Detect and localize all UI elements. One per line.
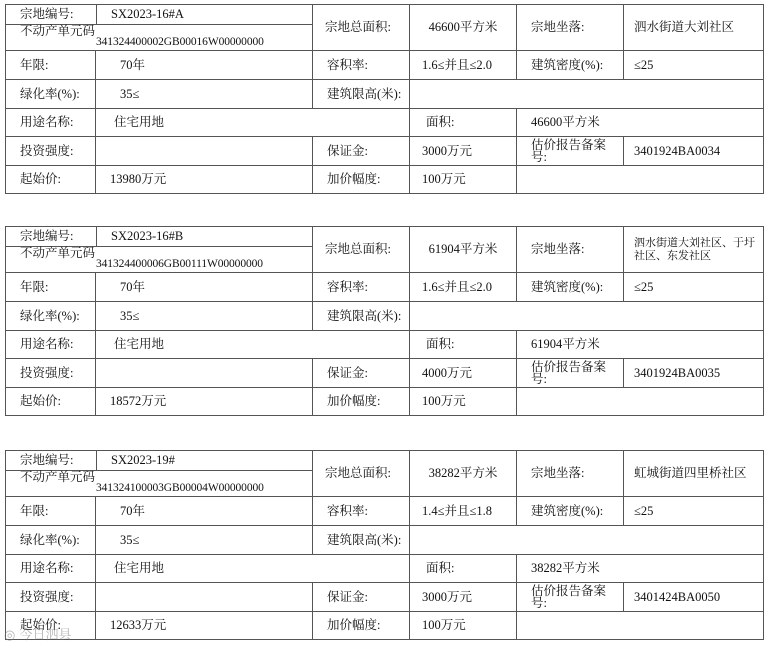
total-area-label: 宗地总面积: bbox=[313, 5, 410, 51]
parcel-no-value: SX2023-19# bbox=[111, 453, 175, 467]
term-value: 70年 bbox=[96, 497, 313, 526]
parcel-info-table bbox=[5, 226, 764, 416]
use-value: 住宅用地 bbox=[96, 109, 410, 137]
far-value: 1.6≤并且≤2.0 bbox=[410, 273, 517, 302]
use-label: 用途名称: bbox=[6, 555, 96, 583]
location-label: 宗地坐落: bbox=[517, 451, 624, 497]
deposit-label: 保证金: bbox=[313, 583, 410, 612]
density-value: ≤25 bbox=[624, 497, 764, 526]
far-value: 1.4≤并且≤1.8 bbox=[410, 497, 517, 526]
area-value: 38282平方米 bbox=[517, 555, 764, 583]
height-label: 建筑限高(米): bbox=[313, 80, 410, 109]
location-value: 泗水街道大刘社区、于圩社区、东发社区 bbox=[624, 227, 764, 273]
term-value: 70年 bbox=[96, 51, 313, 80]
total-area-value: 61904平方米 bbox=[410, 227, 517, 273]
invest-value bbox=[96, 583, 313, 612]
area-label: 面积: bbox=[410, 109, 517, 137]
use-value: 住宅用地 bbox=[96, 331, 410, 359]
location-value: 泗水街道大刘社区 bbox=[624, 5, 764, 51]
area-value: 46600平方米 bbox=[517, 109, 764, 137]
start-price-value: 18572万元 bbox=[96, 388, 313, 416]
deposit-value: 4000万元 bbox=[410, 359, 517, 388]
far-label: 容积率: bbox=[313, 273, 410, 302]
increment-label: 加价幅度: bbox=[313, 388, 410, 416]
green-value: 35≤ bbox=[96, 80, 313, 109]
start-price-value: 12633万元 bbox=[96, 612, 313, 640]
watermark: ◎ 今日泗县 bbox=[4, 628, 72, 643]
deposit-label: 保证金: bbox=[313, 359, 410, 388]
parcel-info-table bbox=[5, 4, 764, 194]
unit-no-label: 不动产单元码 bbox=[20, 470, 96, 484]
increment-value: 100万元 bbox=[410, 612, 517, 640]
total-area-value: 46600平方米 bbox=[410, 5, 517, 51]
parcel-table-3 bbox=[5, 450, 763, 640]
area-label: 面积: bbox=[410, 331, 517, 359]
term-value: 70年 bbox=[96, 273, 313, 302]
report-label: 估价报告备案号: bbox=[517, 359, 624, 388]
height-value bbox=[410, 80, 764, 109]
far-value: 1.6≤并且≤2.0 bbox=[410, 51, 517, 80]
density-value: ≤25 bbox=[624, 51, 764, 80]
area-label: 面积: bbox=[410, 555, 517, 583]
density-value: ≤25 bbox=[624, 273, 764, 302]
parcel-table-2 bbox=[5, 226, 763, 416]
height-label: 建筑限高(米): bbox=[313, 302, 410, 331]
increment-value: 100万元 bbox=[410, 166, 517, 194]
report-label: 估价报告备案号: bbox=[517, 137, 624, 166]
area-value: 61904平方米 bbox=[517, 331, 764, 359]
invest-label: 投资强度: bbox=[6, 583, 96, 612]
density-label: 建筑密度(%): bbox=[517, 51, 624, 80]
invest-value bbox=[96, 137, 313, 166]
deposit-value: 3000万元 bbox=[410, 137, 517, 166]
height-value bbox=[410, 526, 764, 555]
term-label: 年限: bbox=[6, 51, 96, 80]
green-label: 绿化率(%): bbox=[6, 526, 96, 555]
unit-no-label: 不动产单元码 bbox=[20, 246, 96, 260]
green-value: 35≤ bbox=[96, 526, 313, 555]
total-area-label: 宗地总面积: bbox=[313, 227, 410, 273]
parcel-no-label: 宗地编号: bbox=[6, 451, 97, 470]
height-label: 建筑限高(米): bbox=[313, 526, 410, 555]
start-price-label: 起始价: bbox=[6, 166, 96, 194]
increment-value: 100万元 bbox=[410, 388, 517, 416]
report-value: 3401924BA0035 bbox=[624, 359, 764, 388]
density-label: 建筑密度(%): bbox=[517, 273, 624, 302]
green-label: 绿化率(%): bbox=[6, 80, 96, 109]
location-label: 宗地坐落: bbox=[517, 5, 624, 51]
invest-label: 投资强度: bbox=[6, 359, 96, 388]
term-label: 年限: bbox=[6, 273, 96, 302]
deposit-value: 3000万元 bbox=[410, 583, 517, 612]
start-price-label: 起始价: bbox=[6, 612, 96, 640]
unit-no-value: 341324400002GB00016W00000000 bbox=[96, 36, 264, 48]
green-value: 35≤ bbox=[96, 302, 313, 331]
use-value: 住宅用地 bbox=[96, 555, 410, 583]
height-value bbox=[410, 302, 764, 331]
invest-label: 投资强度: bbox=[6, 137, 96, 166]
parcel-table-1 bbox=[5, 4, 763, 194]
report-label: 估价报告备案号: bbox=[517, 583, 624, 612]
start-price-value: 13980万元 bbox=[96, 166, 313, 194]
parcel-no-label: 宗地编号: bbox=[6, 5, 97, 24]
unit-no-value: 341324400006GB00111W00000000 bbox=[96, 258, 263, 270]
deposit-label: 保证金: bbox=[313, 137, 410, 166]
unit-no-label: 不动产单元码 bbox=[20, 24, 96, 38]
far-label: 容积率: bbox=[313, 51, 410, 80]
unit-no-value: 341324100003GB00004W00000000 bbox=[96, 482, 264, 494]
increment-label: 加价幅度: bbox=[313, 612, 410, 640]
parcel-info-table bbox=[5, 450, 764, 640]
use-label: 用途名称: bbox=[6, 331, 96, 359]
parcel-no-value: SX2023-16#B bbox=[111, 229, 184, 243]
density-label: 建筑密度(%): bbox=[517, 497, 624, 526]
invest-value bbox=[96, 359, 313, 388]
parcel-no-label: 宗地编号: bbox=[6, 227, 97, 246]
location-label: 宗地坐落: bbox=[517, 227, 624, 273]
far-label: 容积率: bbox=[313, 497, 410, 526]
total-area-label: 宗地总面积: bbox=[313, 451, 410, 497]
use-label: 用途名称: bbox=[6, 109, 96, 137]
term-label: 年限: bbox=[6, 497, 96, 526]
total-area-value: 38282平方米 bbox=[410, 451, 517, 497]
report-value: 3401424BA0050 bbox=[624, 583, 764, 612]
start-price-label: 起始价: bbox=[6, 388, 96, 416]
location-value: 虹城街道四里桥社区 bbox=[624, 451, 764, 497]
green-label: 绿化率(%): bbox=[6, 302, 96, 331]
parcel-no-value: SX2023-16#A bbox=[111, 7, 184, 21]
increment-label: 加价幅度: bbox=[313, 166, 410, 194]
report-value: 3401924BA0034 bbox=[624, 137, 764, 166]
